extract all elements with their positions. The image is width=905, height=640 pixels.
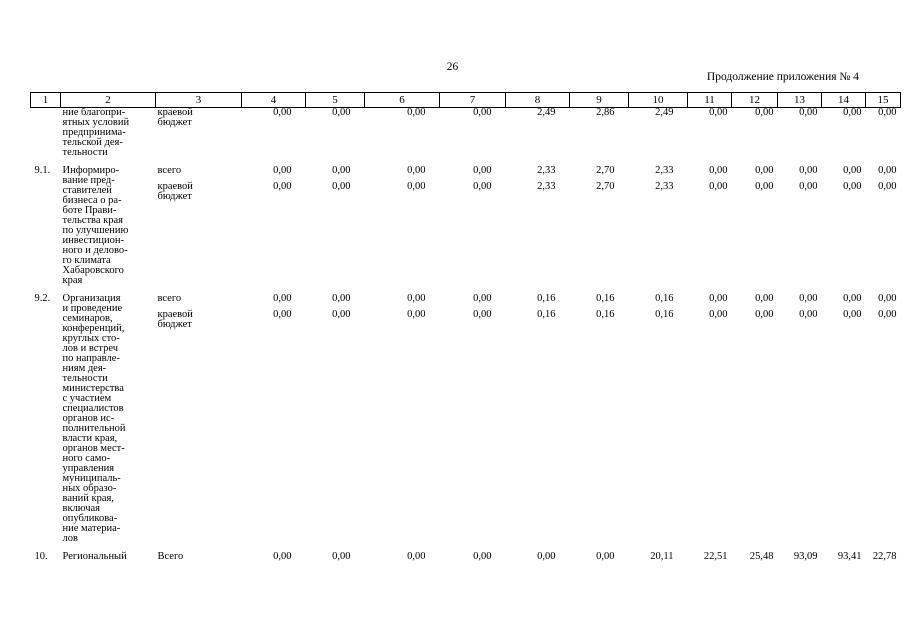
value: 0,00 [273, 551, 292, 562]
value: 0,00 [407, 165, 426, 176]
budget-table [30, 92, 901, 568]
value-cell-col-4 [242, 166, 306, 286]
value: 0,00 [843, 165, 862, 176]
value: 0,00 [799, 107, 818, 118]
table-row [31, 552, 901, 568]
column-header: 13 [778, 93, 822, 108]
value: 0,16 [537, 309, 556, 320]
value: 0,00 [273, 293, 292, 304]
table-row [31, 108, 901, 159]
value-cell-col-9 [570, 294, 629, 544]
column-header: 1 [31, 93, 61, 108]
value: 0,00 [273, 181, 292, 192]
value-cell-col-11 [688, 108, 732, 159]
value: 0,00 [755, 165, 774, 176]
value-cell-col-10 [629, 294, 688, 544]
value: 0,00 [473, 293, 492, 304]
value: 2,33 [537, 181, 556, 192]
value: 2,49 [537, 107, 556, 118]
funding-source-cell [156, 294, 242, 544]
value-cell-col-12 [732, 166, 778, 286]
value: 2,70 [596, 165, 615, 176]
table-row [31, 294, 901, 544]
value: 0,00 [407, 309, 426, 320]
value: 0,00 [332, 107, 351, 118]
value-cell-col-12 [732, 294, 778, 544]
column-header: 14 [822, 93, 866, 108]
row-name: Региональный [62, 551, 127, 562]
value-cell-col-6 [365, 166, 440, 286]
value-cell-col-11 [688, 294, 732, 544]
value-cell-col-9 [570, 108, 629, 159]
row-name: Информиро- вание пред- ставителей бизнеса о ра- боте Прави- тельства края по улучшению инвестицион- ного и делово- го климата Хабаровского края [62, 165, 129, 286]
column-header: 8 [506, 93, 570, 108]
column-number-row [31, 93, 901, 108]
value-cell-col-6 [365, 108, 440, 159]
row-name: ние благопри- ятных условий предпринима- тельской дея- тельности [62, 107, 130, 158]
value: 0,00 [755, 181, 774, 192]
value-cell-col-5 [306, 108, 365, 159]
value: 0,00 [843, 107, 862, 118]
row-index: 9.1. [34, 165, 51, 176]
funding-source-cell [156, 166, 242, 286]
value: 0,00 [799, 165, 818, 176]
value: 0,00 [878, 107, 897, 118]
value: 0,00 [799, 181, 818, 192]
value: 0,00 [537, 551, 556, 562]
funding-source-cell [156, 108, 242, 159]
value-cell-col-7 [440, 108, 506, 159]
value-cell-col-5 [306, 552, 365, 568]
table-body [31, 108, 901, 569]
value-cell-col-9 [570, 552, 629, 568]
funding-source: всего [157, 165, 182, 176]
value: 0,00 [755, 293, 774, 304]
row-name: Организация и проведение семинаров, конференций, круглых сто- лов и встреч по направле- ниям дея- тельности министерства с участием специалистов органов ис- полнительной власти края, органов мест- ного само- управления муниципаль- ных образо- ваний края, включая опубликова- ние материа- лов [62, 293, 126, 544]
value-cell-col-4 [242, 552, 306, 568]
value: 93,41 [837, 551, 862, 562]
value: 20,11 [650, 551, 674, 562]
value-cell-col-6 [365, 552, 440, 568]
value-cell-col-8 [506, 552, 570, 568]
value-cell-col-13 [778, 108, 822, 159]
funding-source: краевой бюджет [157, 181, 193, 202]
value: 0,00 [407, 107, 426, 118]
value: 0,00 [709, 165, 728, 176]
funding-source-cell [156, 552, 242, 568]
value: 0,00 [273, 165, 292, 176]
value-cell-col-12 [732, 552, 778, 568]
value-cell-col-13 [778, 166, 822, 286]
column-header: 10 [629, 93, 688, 108]
value-cell-col-4 [242, 294, 306, 544]
value-cell-col-8 [506, 108, 570, 159]
value: 25,48 [749, 551, 774, 562]
value: 2,33 [655, 165, 674, 176]
value-cell-col-14 [822, 294, 866, 544]
value: 0,00 [878, 165, 897, 176]
column-header: 5 [306, 93, 365, 108]
column-header: 11 [688, 93, 732, 108]
table-row [31, 166, 901, 286]
page-number: 26 [446, 61, 459, 73]
value-cell-col-12 [732, 108, 778, 159]
value: 0,00 [473, 181, 492, 192]
value: 0,00 [473, 309, 492, 320]
column-header: 4 [242, 93, 306, 108]
value: 0,00 [709, 293, 728, 304]
value-cell-col-15 [866, 294, 901, 544]
value-cell-col-7 [440, 166, 506, 286]
value-cell-col-4 [242, 108, 306, 159]
value-cell-col-8 [506, 166, 570, 286]
value: 0,00 [407, 293, 426, 304]
value: 0,00 [709, 309, 728, 320]
value: 0,00 [843, 293, 862, 304]
row-index [31, 108, 61, 159]
value: 0,00 [473, 165, 492, 176]
value: 0,00 [799, 293, 818, 304]
value: 0,00 [273, 107, 292, 118]
value-cell-col-9 [570, 166, 629, 286]
value: 0,16 [537, 293, 556, 304]
value: 0,00 [878, 293, 897, 304]
value: 2,86 [596, 107, 615, 118]
value-cell-col-14 [822, 552, 866, 568]
value: 0,16 [655, 309, 674, 320]
value: 0,00 [407, 181, 426, 192]
value: 22,51 [703, 551, 728, 562]
funding-source: краевой бюджет [157, 107, 193, 128]
value-cell-col-11 [688, 166, 732, 286]
value-cell-col-5 [306, 294, 365, 544]
column-header: 3 [156, 93, 242, 108]
value: 0,00 [843, 181, 862, 192]
value-cell-col-13 [778, 294, 822, 544]
value: 0,00 [843, 309, 862, 320]
value: 0,00 [332, 551, 351, 562]
value: 93,09 [793, 551, 818, 562]
value-cell-col-7 [440, 294, 506, 544]
value: 0,00 [332, 165, 351, 176]
value-cell-col-5 [306, 166, 365, 286]
value: 0,00 [332, 309, 351, 320]
column-header: 9 [570, 93, 629, 108]
value: 0,00 [878, 309, 897, 320]
funding-source: краевой бюджет [157, 309, 193, 330]
value: 0,00 [332, 181, 351, 192]
value-cell-col-10 [629, 108, 688, 159]
column-header: 12 [732, 93, 778, 108]
column-header: 15 [866, 93, 901, 108]
value: 0,16 [596, 293, 615, 304]
value: 0,00 [709, 107, 728, 118]
value: 2,33 [537, 165, 556, 176]
value: 0,00 [709, 181, 728, 192]
column-header: 7 [440, 93, 506, 108]
value: 22,78 [872, 551, 897, 562]
row-index: 9.2. [34, 293, 51, 304]
value: 0,16 [596, 309, 615, 320]
value: 0,00 [407, 551, 426, 562]
value-cell-col-10 [629, 166, 688, 286]
value: 2,49 [655, 107, 674, 118]
continuation-note: Продолжение приложения № 4 [706, 71, 859, 83]
value: 0,00 [596, 551, 615, 562]
value-cell-col-15 [866, 108, 901, 159]
value: 0,00 [473, 551, 492, 562]
value: 0,00 [755, 309, 774, 320]
column-header: 6 [365, 93, 440, 108]
value: 2,70 [596, 181, 615, 192]
value: 0,16 [655, 293, 674, 304]
value-cell-col-15 [866, 552, 901, 568]
value: 0,00 [878, 181, 897, 192]
value: 0,00 [799, 309, 818, 320]
row-index: 10. [34, 551, 48, 562]
value-cell-col-6 [365, 294, 440, 544]
value: 2,33 [655, 181, 674, 192]
value: 0,00 [755, 107, 774, 118]
funding-source: всего [157, 293, 182, 304]
value-cell-col-11 [688, 552, 732, 568]
value-cell-col-15 [866, 166, 901, 286]
value: 0,00 [273, 309, 292, 320]
value-cell-col-7 [440, 552, 506, 568]
column-header: 2 [61, 93, 156, 108]
value-cell-col-14 [822, 108, 866, 159]
value: 0,00 [473, 107, 492, 118]
value-cell-col-10 [629, 552, 688, 568]
funding-source: Всего [157, 551, 184, 562]
value: 0,00 [332, 293, 351, 304]
value-cell-col-14 [822, 166, 866, 286]
value-cell-col-8 [506, 294, 570, 544]
value-cell-col-13 [778, 552, 822, 568]
